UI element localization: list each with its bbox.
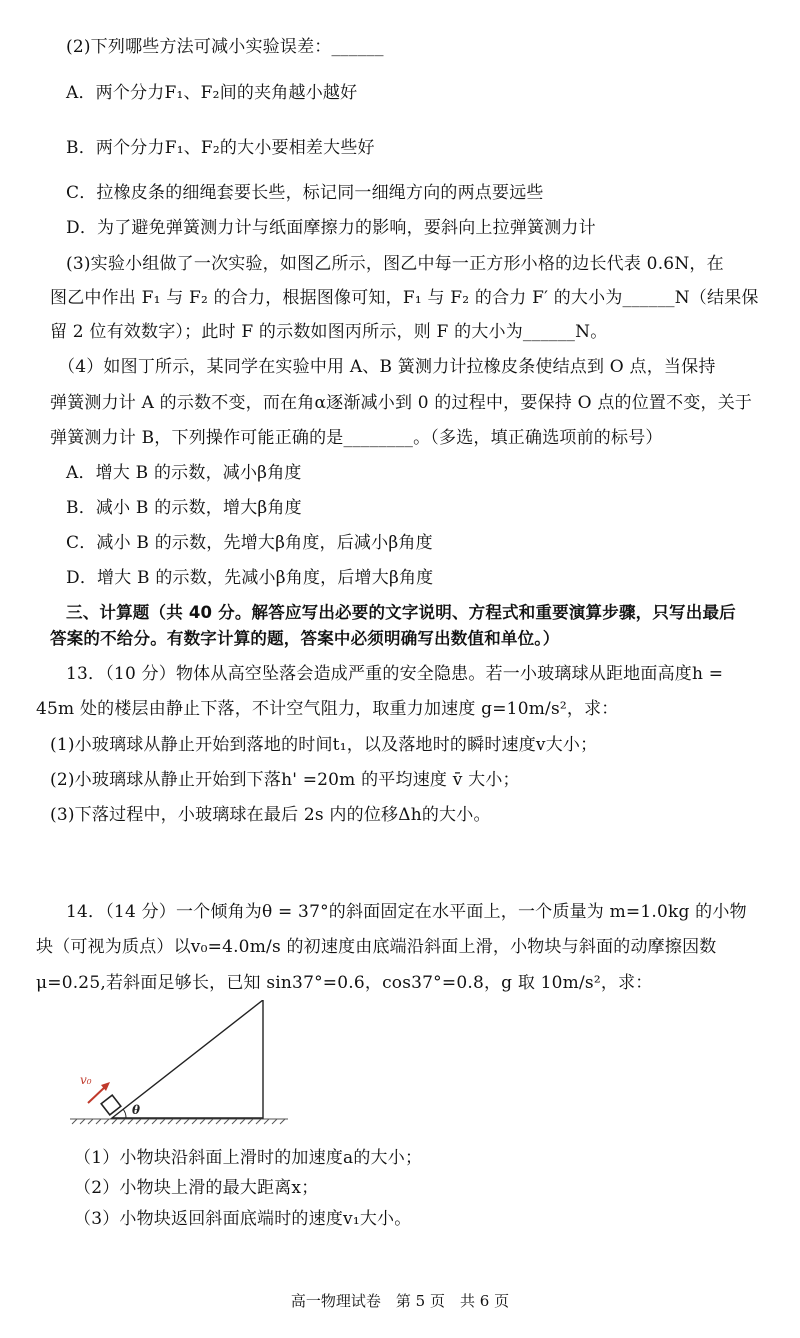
theta-label: θ bbox=[132, 1103, 141, 1117]
v0-label: v₀ bbox=[80, 1073, 92, 1087]
q12-part3-line2: 图乙中作出 F₁ 与 F₂ 的合力，根据图像可知，F₁ 与 F₂ 的合力 F′ 的大小为______N（结果保 bbox=[50, 288, 759, 308]
q12-part4-line3: 弹簧测力计 B，下列操作可能正确的是________。（多选，填正确选项前的标号） bbox=[50, 428, 663, 448]
q12-part2-option-b: B．两个分力F₁、F₂的大小要相差大些好 bbox=[66, 138, 375, 158]
q14-subquestion-1: （1）小物块沿斜面上滑时的加速度a的大小； bbox=[74, 1148, 423, 1168]
q13-stem-line1: 13．（10 分）物体从高空坠落会造成严重的安全隐患。若一小玻璃球从距地面高度h = bbox=[66, 664, 724, 684]
q14-stem-line1: 14．（14 分）一个倾角为θ = 37°的斜面固定在水平面上，一个质量为 m=1.0kg 的小物 bbox=[66, 902, 747, 922]
q12-part4-line2: 弹簧测力计 A 的示数不变，而在角α逐渐减小到 0 的过程中，要保持 O 点的位置不变，关于 bbox=[50, 393, 753, 413]
section-3-line2: 答案的不给分。有数字计算的题，答案中必须明确写出数值和单位。） bbox=[50, 629, 560, 648]
q12-part2-option-c: C．拉橡皮条的细绳套要长些，标记同一细绳方向的两点要远些 bbox=[66, 183, 544, 203]
q12-part3-line3: 留 2 位有效数字）；此时 F 的示数如图丙所示，则 F 的大小为______N。 bbox=[50, 322, 608, 342]
q12-part4-option-c: C．减小 B 的示数，先增大β角度，后减小β角度 bbox=[66, 533, 433, 553]
section-3-line1: 三、计算题（共 40 分。解答应写出必要的文字说明、方程式和重要演算步骤，只写出最后 bbox=[66, 603, 736, 622]
q13-subquestion-3: (3)下落过程中，小玻璃球在最后 2s 内的位移Δh的大小。 bbox=[50, 805, 491, 825]
q12-part2-stem: (2)下列哪些方法可减小实验误差：______ bbox=[66, 37, 384, 57]
q14-stem-line3: μ=0.25,若斜面足够长，已知 sin37°=0.6，cos37°=0.8，g 取 10m/s²，求： bbox=[36, 973, 653, 993]
q12-part3-line1: (3)实验小组做了一次实验，如图乙所示，图乙中每一正方形小格的边长代表 0.6N，在 bbox=[66, 254, 724, 274]
q13-subquestion-2: (2)小玻璃球从静止开始到下落h' =20m 的平均速度 v̄ 大小； bbox=[50, 770, 520, 790]
q12-part2-option-d: D．为了避免弹簧测力计与纸面摩擦力的影响，要斜向上拉弹簧测力计 bbox=[66, 218, 596, 238]
q13-subquestion-1: (1)小玻璃球从静止开始到落地的时间t₁，以及落地时的瞬时速度v大小； bbox=[50, 735, 598, 755]
theta-arc bbox=[123, 1109, 126, 1118]
q12-part4-option-d: D．增大 B 的示数，先减小β角度，后增大β角度 bbox=[66, 568, 434, 588]
q14-stem-line2: 块（可视为质点）以v₀=4.0m/s 的初速度由底端沿斜面上滑，小物块与斜面的动摩擦因数 bbox=[36, 937, 717, 957]
q12-part2-option-a: A．两个分力F₁、F₂间的夹角越小越好 bbox=[66, 83, 358, 103]
page-footer: 高一物理试卷 第 5 页 共 6 页 bbox=[290, 1292, 510, 1310]
q13-stem-line2: 45m 处的楼层由静止下落，不计空气阻力，取重力加速度 g=10m/s²，求： bbox=[36, 699, 619, 719]
q12-part4-line1: （4）如图丁所示，某同学在实验中用 A、B 簧测力计拉橡皮条使结点到 O 点，当保持 bbox=[58, 357, 716, 377]
q14-subquestion-3: （3）小物块返回斜面底端时的速度v₁大小。 bbox=[74, 1209, 412, 1229]
q14-subquestion-2: （2）小物块上滑的最大距离x； bbox=[74, 1178, 319, 1198]
q12-part4-option-a: A．增大 B 的示数，减小β角度 bbox=[66, 463, 302, 483]
incline-triangle bbox=[112, 1000, 263, 1118]
velocity-arrow bbox=[88, 1086, 106, 1103]
incline-figure bbox=[70, 1000, 300, 1130]
q12-part4-option-b: B．减小 B 的示数，增大β角度 bbox=[66, 498, 302, 518]
block bbox=[101, 1095, 121, 1115]
ground-hatching bbox=[70, 1119, 288, 1124]
